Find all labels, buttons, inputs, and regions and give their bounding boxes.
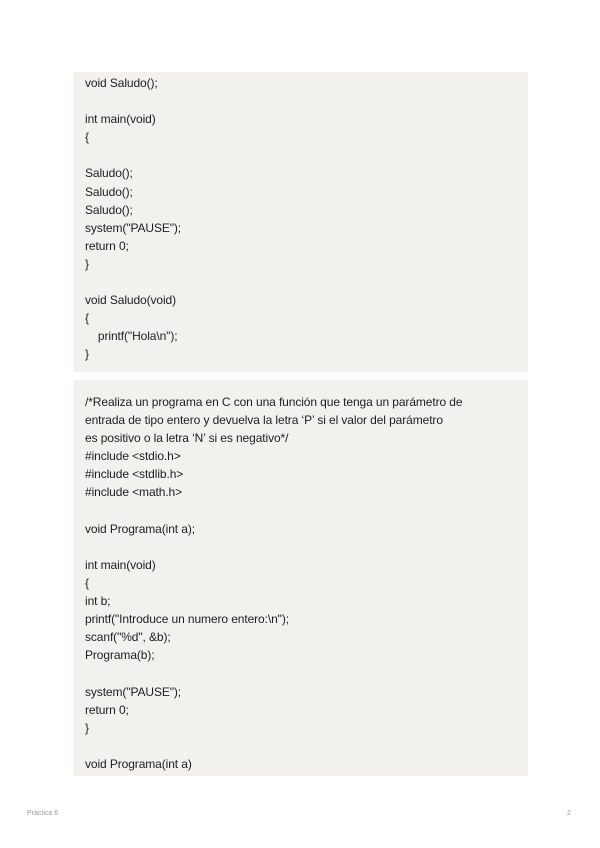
code-block-1 — [73, 72, 528, 372]
code-line: { — [85, 311, 89, 326]
code-block-2 — [73, 380, 528, 776]
code-line — [85, 92, 520, 110]
code-line: Saludo(); — [85, 202, 133, 217]
code-line — [85, 664, 520, 682]
code-line: void Saludo(); — [85, 76, 158, 90]
code-line: } — [85, 347, 89, 362]
code-line: system("PAUSE"); — [85, 220, 182, 235]
code-line: Saludo(); — [85, 184, 133, 199]
code-line: int b; — [85, 594, 111, 609]
code-line: return 0; — [85, 238, 129, 253]
code-line: int main(void) — [85, 557, 156, 572]
code-line: printf("Introduce un numero entero:\n"); — [85, 612, 289, 627]
code-line: es positivo o la letra ‘N’ si es negativo*/ — [85, 431, 289, 446]
code-line: int main(void) — [85, 112, 156, 127]
code-line: Saludo(); — [85, 166, 133, 181]
code-line: system("PAUSE"); — [85, 684, 182, 699]
code-line: return 0; — [85, 702, 129, 717]
code-line: scanf("%d", &b); — [85, 630, 171, 645]
footer-title: Práctica 6 — [27, 810, 59, 817]
page-number: 2 — [567, 810, 571, 817]
code-line: printf("Hola\n"); — [85, 329, 178, 344]
code-line: } — [85, 256, 89, 271]
code-line: #include <math.h> — [85, 485, 183, 500]
code-line: void Saludo(void) — [85, 293, 177, 308]
code-line — [85, 737, 520, 755]
code-line: entrada de tipo entero y devuelva la letra ‘P’ si el valor del parámetro — [85, 413, 443, 428]
code-line: #include <stdio.h> — [85, 449, 181, 464]
code-line: #include <stdlib.h> — [85, 467, 184, 482]
code-line: { — [85, 130, 89, 145]
code-line — [85, 273, 520, 291]
code-line — [85, 538, 520, 556]
code-line: void Programa(int a) — [85, 756, 192, 771]
code-line — [85, 146, 520, 164]
code-line: void Programa(int a); — [85, 521, 195, 536]
code-line: Programa(b); — [85, 648, 155, 663]
code-line — [85, 502, 520, 520]
code-line: /*Realiza un programa en C con una función que tenga un parámetro de — [85, 395, 463, 409]
code-line: } — [85, 720, 89, 735]
code-line: { — [85, 575, 89, 590]
